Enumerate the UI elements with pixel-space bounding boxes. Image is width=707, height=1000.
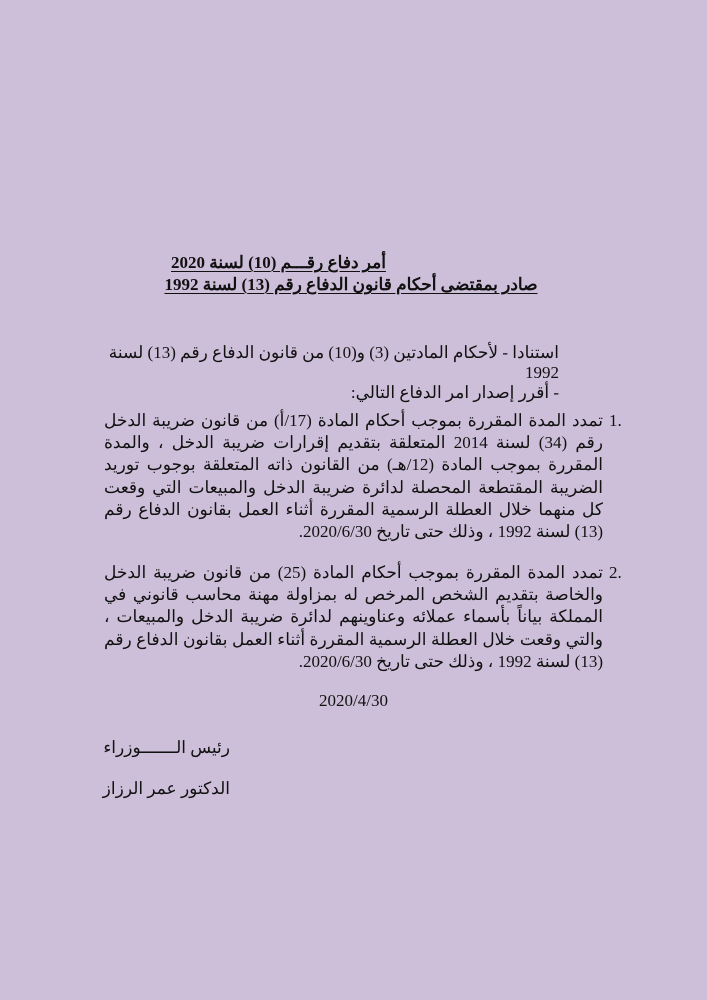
title-line-order-number: أمر دفاع رقـــم (10) لسنة 2020 bbox=[171, 253, 386, 272]
title-line-issued-under: صادر بمقتضى أحكام قانون الدفاع رقم (13) لسنة 1992 bbox=[164, 275, 538, 294]
order-item bbox=[104, 410, 622, 543]
signatory-name: الدكتور عمر الرزاز bbox=[102, 779, 230, 798]
item-text: تمدد المدة المقررة بموجب أحكام المادة (17/أ) من قانون ضريبة الدخل رقم (34) لسنة 2014 المتعلقة بتقديم إقرارات ضريبة الدخل ، والمدة المقررة بموجب المادة (12/هـ) من القانون ذاته المتعلقة بوجوب توريد الضريبة المقتطعة المحصلة لدائرة ضريبة الدخل والمبيعات التي وقعت كل منهما خلال العطلة الرسمية المقررة أثناء العمل بقانون الدفاع رقم (13) لسنة 1992 ، وذلك حتى تاريخ 2020/6/30. bbox=[104, 411, 604, 542]
document-date: 2020/4/30 bbox=[319, 691, 388, 710]
document-title bbox=[0, 252, 707, 296]
intro-paragraph bbox=[100, 343, 559, 403]
intro-line-pursuant: استنادا - لأحكام المادتين (3) و(10) من قانون الدفاع رقم (13) لسنة 1992 bbox=[108, 343, 559, 382]
order-item bbox=[104, 562, 622, 673]
item-text: تمدد المدة المقررة بموجب أحكام المادة (25) من قانون ضريبة الدخل والخاصة بتقديم الشخص المرخص له بمزاولة مهنة محاسب قانوني في المملكة بياناً بأسماء عملائه وعناوينهم لدائرة ضريبة الدخل والمبيعات ، والتي وقعت خلال العطلة الرسمية المقررة أثناء العمل بقانون الدفاع رقم (13) لسنة 1992 ، وذلك حتى تاريخ 2020/6/30. bbox=[104, 563, 604, 671]
signatory-title: رئيس الـــــــوزراء bbox=[103, 738, 230, 757]
item-number: 1. bbox=[609, 411, 622, 430]
intro-line-decision: - أقرر إصدار امر الدفاع التالي: bbox=[350, 383, 559, 402]
item-number: 2. bbox=[609, 563, 622, 582]
